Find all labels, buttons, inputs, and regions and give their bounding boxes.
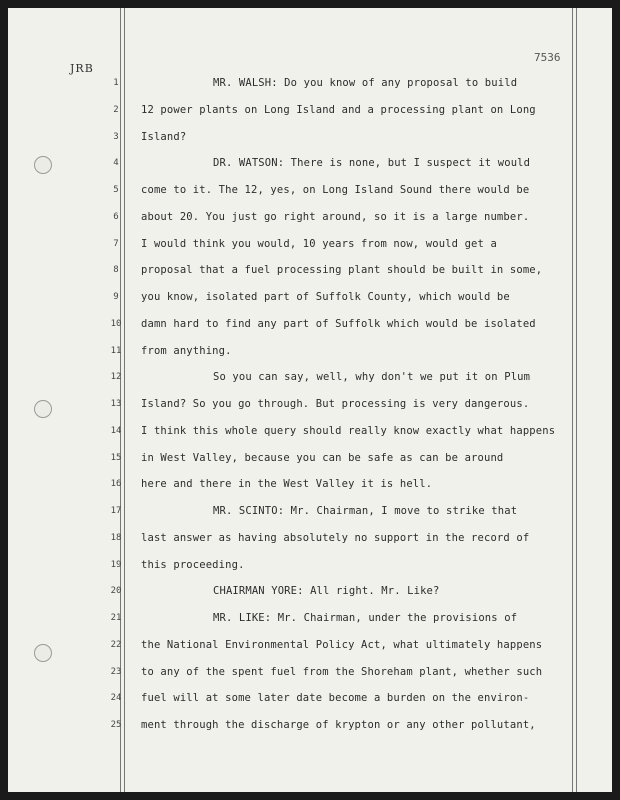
transcript-line: here and there in the West Valley it is hell. (141, 478, 433, 491)
transcript-line: I think this whole query should really know exactly what happens (141, 424, 556, 437)
transcript-line: MR. LIKE: Mr. Chairman, under the provisions of (213, 612, 518, 624)
line-number: 25 (110, 720, 122, 730)
line-number: 15 (110, 452, 122, 463)
line-number: 20 (110, 586, 122, 597)
line-number: 21 (110, 613, 122, 623)
line-number: 11 (110, 345, 122, 356)
line-number: 8 (113, 265, 119, 276)
transcript-line: come to it. The 12, yes, on Long Island Sound there would be (141, 184, 530, 196)
line-number: 6 (113, 211, 119, 222)
line-number: 22 (110, 639, 122, 650)
transcript-line: Island? So you go through. But processing is very dangerous. (141, 398, 530, 410)
line-number: 4 (113, 158, 119, 169)
binder-hole-top (34, 156, 52, 174)
transcript-line: 12 power plants on Long Island and a processing plant on Long (141, 103, 536, 116)
line-number: 1 (113, 78, 119, 88)
line-number: 18 (110, 532, 122, 543)
line-number: 5 (113, 185, 119, 195)
line-number: 24 (110, 693, 122, 704)
transcript-line: DR. WATSON: There is none, but I suspect it would (213, 157, 531, 170)
line-number: 12 (110, 372, 122, 383)
line-number: 3 (113, 131, 119, 142)
line-number: 23 (110, 666, 122, 677)
line-number: 10 (110, 318, 122, 329)
transcript-line: CHAIRMAN YORE: All right. Mr. Like? (213, 585, 440, 598)
line-number: 19 (110, 559, 122, 570)
line-number: 17 (110, 506, 122, 516)
binder-hole-middle (34, 400, 52, 418)
transcript-line: fuel will at some later date become a burden on the environ- (141, 692, 530, 705)
transcript-page (8, 8, 612, 792)
transcript-line: to any of the spent fuel from the Shoreham plant, whether such (141, 665, 543, 678)
transcript-line: ment through the discharge of krypton or any other pollutant, (141, 719, 536, 731)
binder-hole-bottom (34, 644, 52, 662)
page-number: 7536 (534, 51, 561, 64)
transcript-line: the National Environmental Policy Act, what ultimately happens (141, 638, 543, 651)
transcript-line: in West Valley, because you can be safe as can be around (141, 451, 504, 464)
transcript-line: this proceeding. (141, 558, 245, 571)
transcript-line: proposal that a fuel processing plant should be built in some, (141, 264, 543, 277)
transcript-line: MR. WALSH: Do you know of any proposal to build (213, 77, 518, 89)
transcript-line: MR. SCINTO: Mr. Chairman, I move to strike that (213, 505, 518, 517)
transcript-line: Island? (141, 130, 187, 143)
transcript-line: last answer as having absolutely no support in the record of (141, 531, 530, 544)
transcript-line: you know, isolated part of Suffolk County, which would be (141, 291, 510, 303)
line-number: 7 (113, 238, 119, 249)
transcript-line: from anything. (141, 344, 232, 357)
line-number: 13 (110, 399, 122, 409)
transcript-line: about 20. You just go right around, so it is a large number. (141, 210, 530, 223)
line-number: 9 (113, 292, 119, 302)
transcript-line: I would think you would, 10 years from now, would get a (141, 237, 497, 250)
transcript-line: damn hard to find any part of Suffolk which would be isolated (141, 317, 536, 330)
typist-initials: JRB (70, 62, 94, 75)
line-number: 2 (113, 104, 119, 115)
line-number: 14 (110, 425, 122, 436)
transcript-line: So you can say, well, why don't we put it on Plum (213, 371, 531, 384)
line-number: 16 (110, 479, 122, 490)
